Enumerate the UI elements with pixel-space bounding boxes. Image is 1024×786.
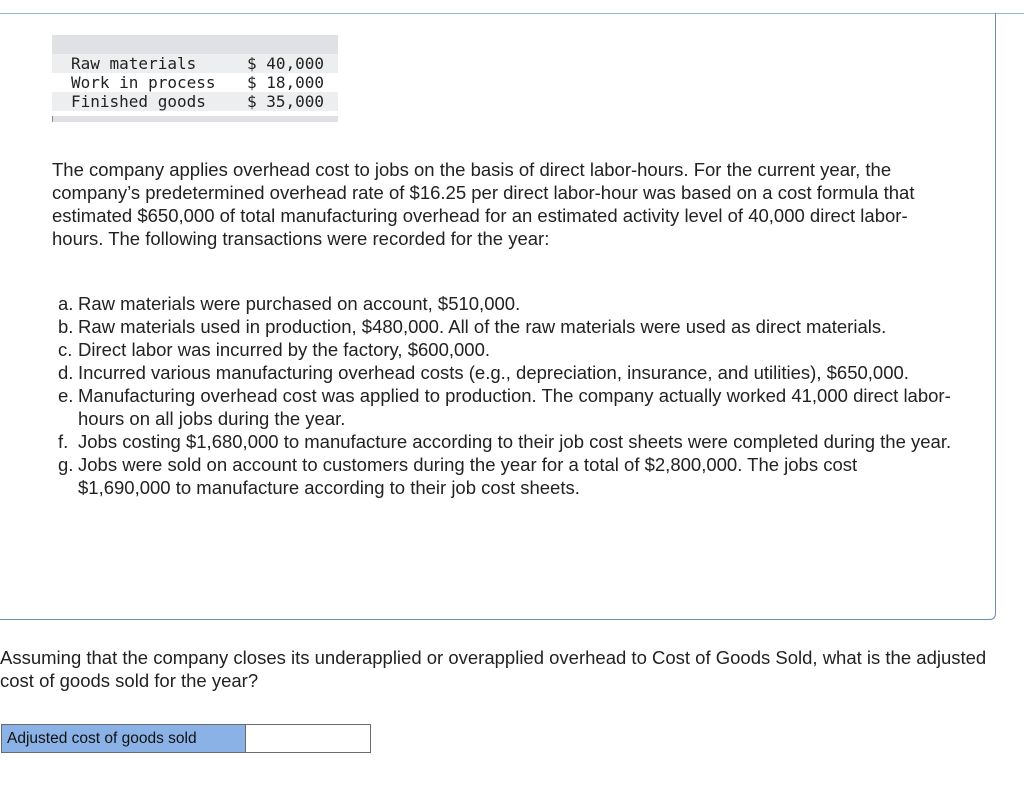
table-row (52, 54, 338, 73)
question-prompt: Assuming that the company closes its underapplied or overapplied overhead to Cost of Goods Sold, what is the adjusted cost of goods sold for the year? (0, 647, 987, 691)
inventory-table-header (52, 35, 338, 54)
list-item (52, 292, 952, 315)
answer-label: Adjusted cost of goods sold (2, 725, 246, 752)
list-item (52, 315, 952, 338)
transaction-letter: f. (58, 431, 69, 452)
list-item (52, 338, 952, 361)
transaction-letter: e. (58, 385, 74, 406)
list-item (52, 361, 952, 384)
transaction-text: Raw materials used in production, $480,000. All of the raw materials were used as direct materials. (78, 316, 887, 337)
table-row (52, 73, 338, 92)
adjusted-cogs-input[interactable] (246, 725, 370, 752)
inventory-label-work-in-process: Work in process (71, 73, 216, 92)
transaction-letter: a. (58, 293, 74, 314)
inventory-table (52, 35, 338, 122)
table-row (52, 92, 338, 111)
inventory-label-raw-materials: Raw materials (52, 54, 247, 73)
transaction-text: Jobs costing $1,680,000 to manufacture according to their job cost sheets were completed during the year. (78, 431, 952, 452)
inventory-balances (52, 54, 338, 111)
transaction-text: Jobs were sold on account to customers during the year for a total of $2,800,000. The jobs cost $1,690,000 to manufacture according to their job cost sheets. (78, 454, 858, 498)
transaction-text: Direct labor was incurred by the factory, $600,000. (78, 339, 491, 360)
list-item (52, 453, 952, 499)
inventory-value-finished-goods: $ 35,000 (247, 92, 338, 111)
answer-row (1, 724, 371, 753)
transaction-letter: d. (58, 362, 74, 383)
transaction-letter: b. (58, 316, 74, 337)
transaction-text: Raw materials were purchased on account, $510,000. (78, 293, 521, 314)
inventory-label-finished-goods: Finished goods (52, 92, 247, 111)
list-item (52, 384, 952, 430)
answer-cell (246, 725, 370, 752)
inventory-value-work-in-process: $ 18,000 (247, 73, 325, 92)
list-item (52, 430, 952, 453)
inventory-table-footer (52, 116, 338, 122)
transaction-text: Incurred various manufacturing overhead costs (e.g., depreciation, insurance, and utilities), $650,000. (78, 362, 909, 383)
transaction-text: Manufacturing overhead cost was applied to production. The company actually worked 41,000 direct labor-hours on all jobs during the year. (78, 385, 951, 429)
transaction-letter: g. (58, 454, 74, 475)
problem-intro: The company applies overhead cost to jobs on the basis of direct labor-hours. For the current year, the company’s predetermined overhead rate of $16.25 per direct labor-hour was based on a cost formula that estimated $650,000 of total manufacturing overhead for an estimated activity level of 40,000 direct labor-hours. The following transactions were recorded for the year: (52, 159, 915, 249)
inventory-value-raw-materials: $ 40,000 (247, 54, 338, 73)
transaction-letter: c. (58, 339, 73, 360)
transaction-list (52, 292, 952, 499)
